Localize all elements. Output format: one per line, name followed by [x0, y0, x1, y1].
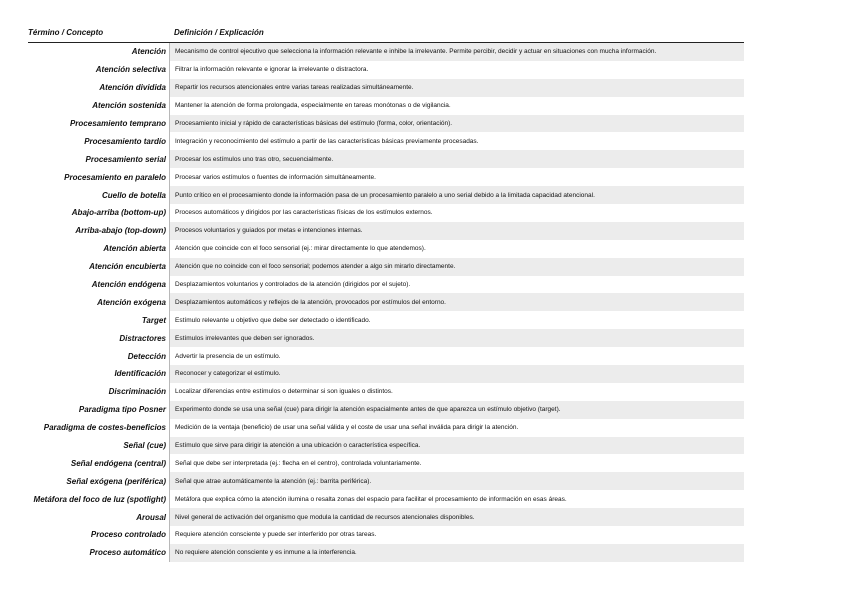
term-cell: Atención selectiva	[28, 61, 170, 79]
definition-cell: No requiere atención consciente y es inmune a la interferencia.	[170, 544, 744, 562]
definition-cell: Procesar varios estímulos o fuentes de información simultáneamente.	[175, 173, 376, 181]
term-cell: Paradigma tipo Posner	[28, 401, 170, 419]
definition-cell: Repartir los recursos atencionales entre varias tareas realizadas simultáneamente.	[170, 79, 744, 97]
term-cell: Detección	[28, 347, 170, 365]
definition-cell: Procesamiento inicial y rápido de características básicas del estímulo (forma, color, orientación).	[170, 115, 744, 133]
definition-cell: Atención que coincide con el foco sensorial (ej.: mirar directamente lo que atendemos).	[175, 245, 426, 253]
term-cell: Paradigma de costes-beneficios	[28, 419, 170, 437]
table-row	[28, 186, 744, 204]
table-row	[28, 168, 744, 186]
definition-cell: Integración y reconocimiento del estímulo a partir de las características básicas previamente procesadas.	[175, 137, 479, 145]
table-row	[28, 419, 744, 437]
term-cell: Discriminación	[28, 383, 170, 401]
term-cell: Procesamiento tardío	[28, 132, 170, 150]
glossary-table	[28, 22, 744, 562]
definition-cell: Requiere atención consciente y puede ser interferido por otras tareas.	[175, 531, 377, 539]
table-row	[28, 347, 744, 365]
table-row	[28, 472, 744, 490]
term-cell: Atención encubierta	[28, 258, 170, 276]
table-row	[28, 490, 744, 508]
table-row	[28, 97, 744, 115]
table-row	[28, 79, 744, 97]
term-cell: Atención dividida	[28, 79, 170, 97]
table-row	[28, 401, 744, 419]
table-row	[28, 293, 744, 311]
definition-cell: Desplazamientos automáticos y reflejos de la atención, provocados por estímulos del entorno.	[170, 293, 744, 311]
table-row	[28, 454, 744, 472]
term-cell: Atención abierta	[28, 240, 170, 258]
term-cell: Abajo-arriba (bottom-up)	[28, 204, 170, 222]
definition-cell: Filtrar la información relevante e ignorar la irrelevante o distractora.	[175, 66, 369, 74]
table-row	[28, 115, 744, 133]
definition-cell: Mecanismo de control ejecutivo que selecciona la información relevante e inhibe la irrelevante. Permite percibir, decidir y actuar en situaciones con mucha información.	[170, 43, 744, 61]
table-row	[28, 383, 744, 401]
definition-cell: Procesar los estímulos uno tras otro, secuencialmente.	[170, 150, 744, 168]
term-cell: Señal endógena (central)	[28, 454, 170, 472]
term-cell: Proceso controlado	[28, 526, 170, 544]
term-cell: Identificación	[28, 365, 170, 383]
table-row	[28, 204, 744, 222]
table-row	[28, 61, 744, 79]
definition-cell: Atención que no coincide con el foco sensorial; podemos atender a algo sin mirarlo directamente.	[170, 258, 744, 276]
table-row	[28, 132, 744, 150]
term-cell: Proceso automático	[28, 544, 170, 562]
term-cell: Procesamiento serial	[28, 150, 170, 168]
definition-cell: Señal que debe ser interpretada (ej.: flecha en el centro), controlada voluntariamente.	[175, 459, 422, 467]
header-definition: Definición / Explicación	[174, 27, 264, 37]
table-body	[28, 43, 744, 562]
term-cell: Metáfora del foco de luz (spotlight)	[28, 490, 170, 508]
term-cell: Procesamiento temprano	[28, 115, 170, 133]
table-row	[28, 526, 744, 544]
table-row	[28, 508, 744, 526]
table-row	[28, 365, 744, 383]
definition-cell: Nivel general de activación del organismo que modula la cantidad de recursos atencionales disponibles.	[170, 508, 744, 526]
definition-cell: Reconocer y categorizar el estímulo.	[170, 365, 744, 383]
table-row	[28, 222, 744, 240]
term-cell: Señal (cue)	[28, 437, 170, 455]
table-row	[28, 150, 744, 168]
table-row	[28, 240, 744, 258]
term-cell: Arriba-abajo (top-down)	[28, 222, 170, 240]
term-cell: Target	[28, 311, 170, 329]
term-cell: Atención endógena	[28, 276, 170, 294]
definition-cell: Localizar diferencias entre estímulos o determinar si son iguales o distintos.	[175, 388, 393, 396]
table-row	[28, 276, 744, 294]
definition-cell: Metáfora que explica cómo la atención ilumina o resalta zonas del espacio para facilitar el procesamiento de información en esas áreas.	[175, 495, 567, 503]
header-term: Término / Concepto	[28, 27, 104, 37]
definition-cell: Señal que atrae automáticamente la atención (ej.: barrita periférica).	[170, 472, 744, 490]
definition-cell: Mantener la atención de forma prolongada, especialmente en tareas monótonas o de vigilancia.	[175, 102, 451, 110]
definition-cell: Procesos voluntarios y guiados por metas e intenciones internas.	[170, 222, 744, 240]
definition-cell: Medición de la ventaja (beneficio) de usar una señal válida y el coste de usar una señal inválida para dirigir la atención.	[175, 424, 519, 432]
table-row	[28, 43, 744, 61]
term-cell: Atención	[28, 43, 170, 61]
definition-cell: Advertir la presencia de un estímulo.	[175, 352, 281, 360]
term-cell: Arousal	[28, 508, 170, 526]
definition-cell: Experimento donde se usa una señal (cue) para dirigir la atención espacialmente antes de que aparezca un estímulo objetivo (target).	[170, 401, 744, 419]
table-row	[28, 329, 744, 347]
term-cell: Distractores	[28, 329, 170, 347]
term-cell: Atención exógena	[28, 293, 170, 311]
term-cell: Atención sostenida	[28, 97, 170, 115]
definition-cell: Desplazamientos voluntarios y controlados de la atención (dirigidos por el sujeto).	[175, 281, 411, 289]
table-row	[28, 258, 744, 276]
term-cell: Cuello de botella	[28, 186, 170, 204]
definition-cell: Estímulos irrelevantes que deben ser ignorados.	[170, 329, 744, 347]
table-header	[28, 22, 744, 43]
table-row	[28, 311, 744, 329]
definition-cell: Estímulo que sirve para dirigir la atención a una ubicación o característica específica.	[170, 437, 744, 455]
term-cell: Señal exógena (periférica)	[28, 472, 170, 490]
table-row	[28, 437, 744, 455]
definition-cell: Estímulo relevante u objetivo que debe ser detectado o identificado.	[175, 316, 371, 324]
definition-cell: Procesos automáticos y dirigidos por las características físicas de los estímulos externos.	[175, 209, 433, 217]
table-row	[28, 544, 744, 562]
definition-cell: Punto crítico en el procesamiento donde la información pasa de un procesamiento paralelo a uno serial debido a la limitada capacidad atencional.	[170, 186, 744, 204]
term-cell: Procesamiento en paralelo	[28, 168, 170, 186]
